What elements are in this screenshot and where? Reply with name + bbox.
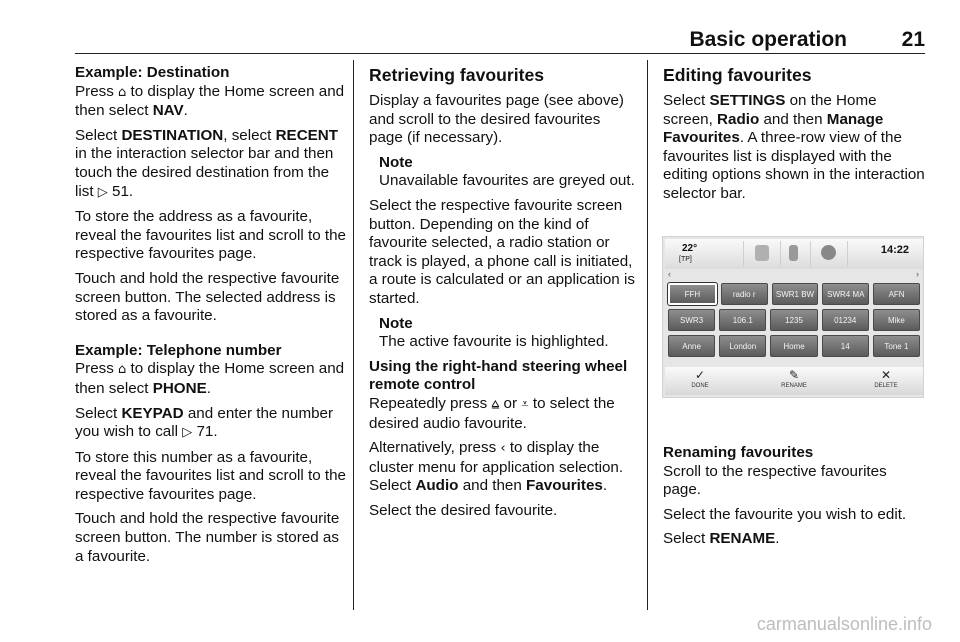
paragraph: Select RENAME. — [663, 530, 780, 548]
favourite-button[interactable]: Tone 1 — [873, 335, 920, 357]
screen-status-bar — [665, 239, 923, 269]
paragraph: Select DESTINATION, select RECENT in the interaction selector bar and then touch the desired destination from the list ▷ 51. — [75, 126, 339, 200]
paragraph: Select SETTINGS on the Home screen, Radio and then Manage Favourites. A three-row view of the favourites list is displayed with the editing options shown in the interaction selector bar. — [663, 92, 925, 202]
favourite-button[interactable]: 106.1 — [719, 309, 766, 331]
column-right-lower — [663, 444, 925, 555]
favourites-row — [668, 309, 920, 331]
clock: 14:22 — [880, 244, 909, 256]
page-ref[interactable]: 71 — [196, 423, 214, 441]
temperature: 22° — [682, 243, 698, 254]
separator — [743, 241, 744, 267]
down-arrow-icon: ⩡ — [521, 396, 529, 412]
separator — [780, 241, 781, 267]
page-ref-arrow-icon: ▷ — [182, 425, 193, 441]
note — [369, 154, 637, 191]
delete-button[interactable]: ✕ DELETE — [861, 369, 911, 390]
interaction-selector-bar — [665, 367, 923, 395]
favourite-button[interactable]: AFN — [873, 283, 920, 305]
separator — [810, 241, 811, 267]
paragraph: Select the respective favourite screen button. Depending on the kind of favourite selected, a radio station or track is played, a phone call is initiated, a route is calculated or an application is started. — [369, 196, 635, 307]
paragraph: Alternatively, press ‹ to display the cluster menu for application selection. Select Audio and then Favourites. — [369, 439, 624, 495]
music-icon[interactable] — [755, 245, 769, 261]
separator — [847, 241, 848, 267]
rename-button[interactable]: ✎ RENAME — [769, 369, 819, 390]
page-header — [75, 28, 925, 54]
paragraph: Press ⌂ to display the Home screen and then select PHONE. — [75, 360, 345, 397]
note-text: Unavailable favourites are greyed out. — [379, 172, 635, 190]
column-middle — [369, 64, 637, 526]
paragraph: Display a favourites page (see above) and scroll to the desired favourites page (if necessary). — [369, 92, 624, 147]
favourite-button[interactable]: SWR1 BW — [772, 283, 819, 305]
favourites-nav — [665, 271, 923, 281]
favourites-screen-image — [662, 236, 924, 398]
up-arrow-icon: ⩠ — [491, 396, 500, 412]
chevron-left-icon[interactable]: ‹ — [668, 269, 671, 279]
page-ref-arrow-icon: ▷ — [97, 184, 108, 200]
section-heading: Example: Destination — [75, 64, 230, 81]
column-right — [663, 64, 925, 210]
section-heading: Editing favourites — [663, 65, 812, 85]
favourite-button[interactable]: 01234 — [822, 309, 869, 331]
favourite-button[interactable]: London — [719, 335, 766, 357]
note-title: Note — [379, 153, 413, 171]
page-ref[interactable]: 51 — [112, 182, 129, 200]
paragraph: To store the address as a favourite, reveal the favourites list and scroll to the respective favourites page. — [75, 208, 346, 263]
favourite-button[interactable]: 14 — [822, 335, 869, 357]
check-icon: ✓ — [694, 368, 706, 382]
column-left — [75, 64, 347, 572]
favourite-button[interactable]: SWR3 — [668, 309, 715, 331]
favourite-button[interactable]: radio r — [721, 283, 768, 305]
page-number: 21 — [901, 28, 925, 51]
watermark: carmanualsonline.info — [756, 614, 932, 634]
note-title: Note — [379, 314, 413, 332]
phone-icon[interactable] — [789, 245, 798, 261]
back-chevron-icon: ‹ — [500, 441, 506, 457]
paragraph: Repeatedly press ⩠ or ⩡ to select the desired audio favourite. — [369, 394, 615, 432]
paragraph: Press ⌂ to display the Home screen and then select NAV. — [75, 82, 345, 120]
favourite-button[interactable]: SWR4 MA — [822, 283, 869, 305]
paragraph: Touch and hold the respective favourite screen button. The number is stored as a favourite. — [75, 510, 340, 565]
paragraph: Scroll to the respective favourites page. — [663, 462, 887, 499]
favourites-grid — [668, 283, 920, 361]
favourite-button[interactable]: 1235 — [770, 309, 817, 331]
favourites-row — [668, 283, 920, 305]
home-icon: ⌂ — [118, 84, 127, 100]
page-title: Basic operation — [689, 28, 847, 51]
section-heading: Example: Telephone number — [75, 341, 282, 359]
sub-heading: Using the right-hand steering wheel remote control — [369, 357, 628, 394]
favourite-button[interactable]: Home — [770, 335, 817, 357]
note — [369, 315, 637, 352]
paragraph: Select the favourite you wish to edit. — [663, 505, 907, 523]
paragraph: Select the desired favourite. — [369, 501, 558, 519]
paragraph: To store this number as a favourite, reveal the favourites list and scroll to the respective favourites page. — [75, 448, 346, 503]
chevron-right-icon[interactable]: › — [916, 269, 919, 279]
info-icon[interactable] — [821, 245, 836, 260]
favourite-button[interactable]: Mike — [873, 309, 920, 331]
favourite-button[interactable]: FFH — [668, 283, 717, 305]
delete-icon: ✕ — [880, 368, 892, 382]
favourite-button[interactable]: Anne — [668, 335, 715, 357]
done-button[interactable]: ✓ DONE — [675, 369, 725, 390]
paragraph: Touch and hold the respective favourite screen button. The selected address is stored as a favourite. — [75, 269, 340, 325]
pencil-icon: ✎ — [788, 368, 800, 382]
favourites-row — [668, 335, 920, 357]
section-heading: Retrieving favourites — [369, 65, 545, 85]
sub-heading: Renaming favourites — [663, 444, 814, 461]
home-icon: ⌂ — [118, 362, 127, 378]
column-divider — [647, 60, 648, 610]
tp-indicator: [TP] — [679, 256, 692, 263]
column-divider — [353, 60, 354, 610]
paragraph: Select KEYPAD and enter the number you wish to call ▷ 71. — [75, 404, 334, 441]
note-text: The active favourite is highlighted. — [379, 333, 609, 351]
